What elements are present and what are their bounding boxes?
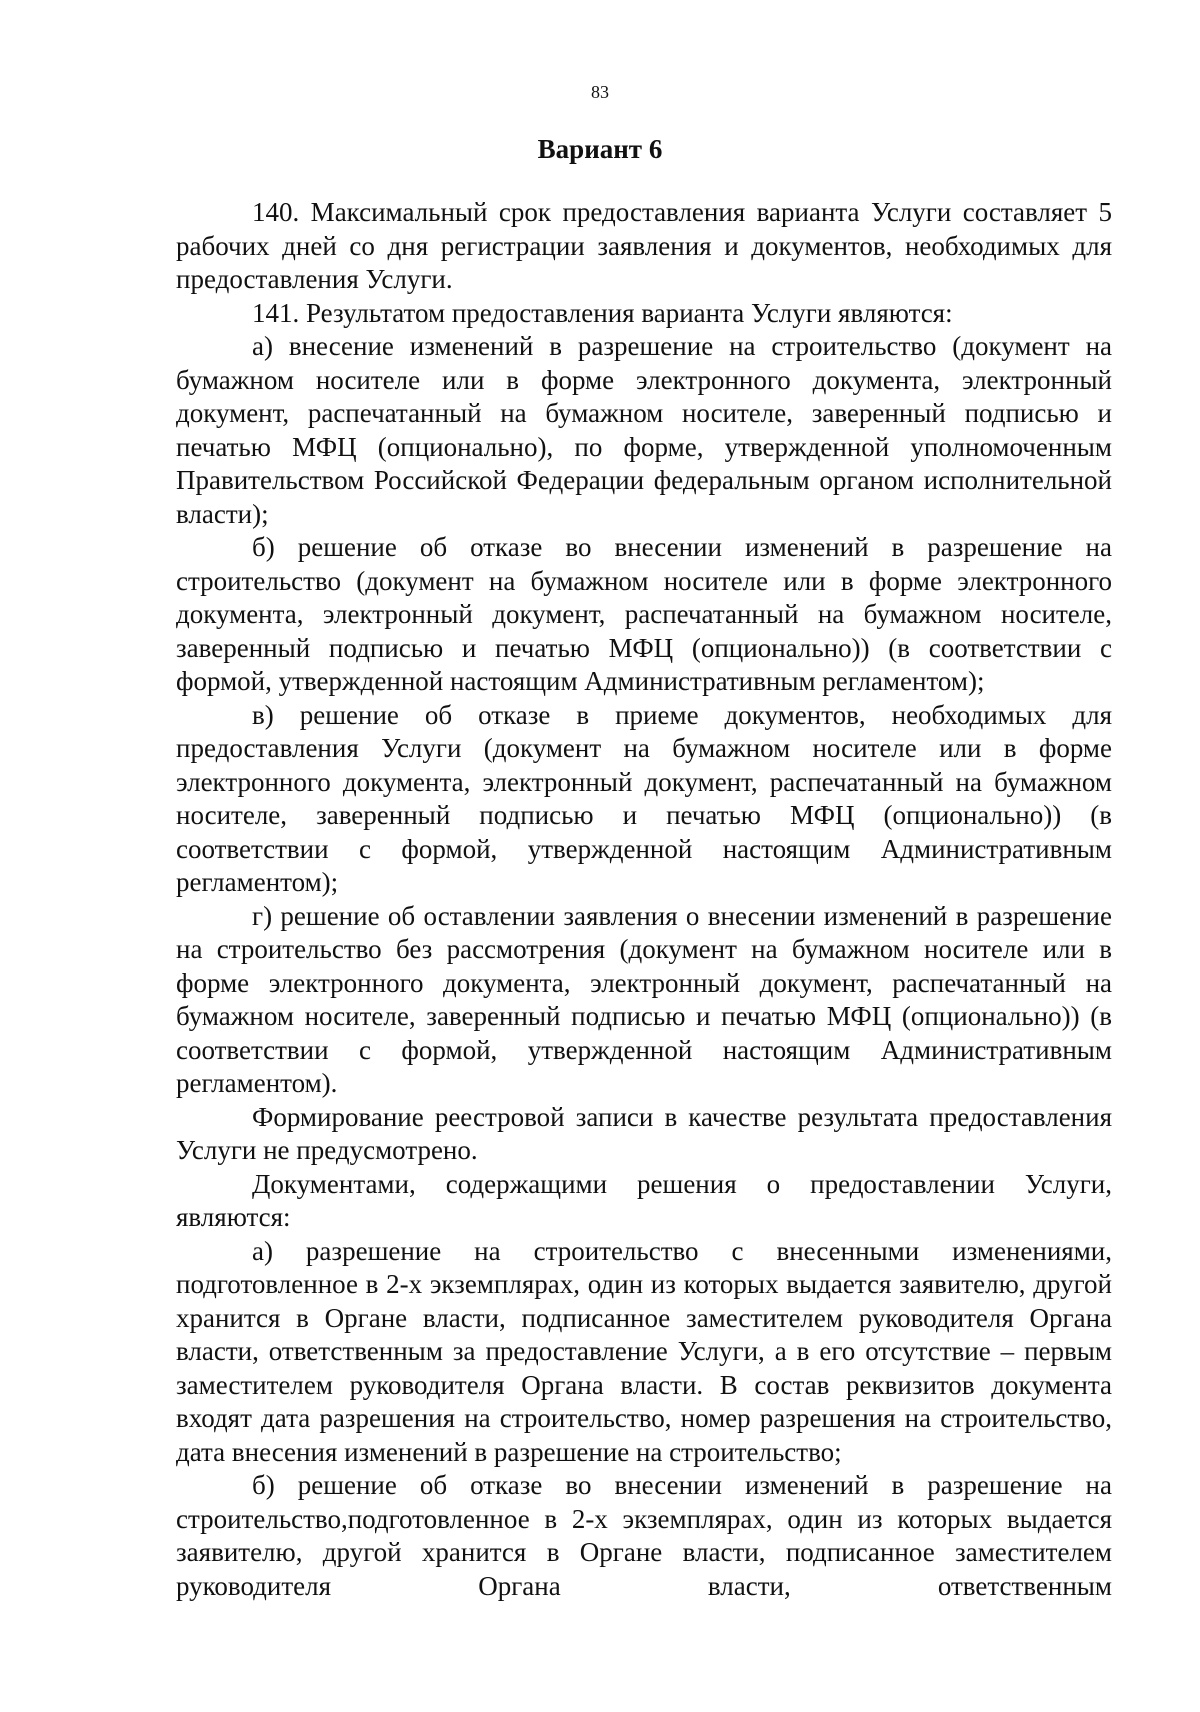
paragraph-140: 140. Максимальный срок предоставления варианта Услуги составляет 5 рабочих дней со дня регистрации заявления и документов, необходимых для предоставления Услуги. xyxy=(176,197,1112,294)
paragraph-documents-b: б) решение об отказе во внесении изменений в разрешение на строительство,подготовленное в 2-х экземплярах, один из которых выдается заявителю, другой хранится в Органе власти, подписанное заместителем руководителя Органа власти, ответственным xyxy=(176,1470,1112,1601)
paragraph-registry-record: Формирование реестровой записи в качестве результата предоставления Услуги не предусмотрено. xyxy=(176,1101,1112,1165)
paragraph-141-v: в) решение об отказе в приеме документов, необходимых для предоставления Услуги (документ на бумажном носителе или в форме электронного документа, электронный документ, распечатанный на бумажном носителе, заверенный подписью и печатью МФЦ (опционально)) (в соответствии с формой, утвержденной настоящим Административным регламентом); xyxy=(176,699,1112,897)
paragraph-141-b: б) решение об отказе во внесении изменений в разрешение на строительство (документ на бумажном носителе или в форме электронного документа, электронный документ, распечатанный на бумажном носителе, заверенный подписью и печатью МФЦ (опционально)) (в соответствии с формой, утвержденной настоящим Административным регламентом); xyxy=(176,532,1112,696)
paragraph-decision-documents: Документами, содержащими решения о предоставлении Услуги, являются: xyxy=(176,1168,1112,1232)
paragraph-141-a: а) внесение изменений в разрешение на строительство (документ на бумажном носителе или в форме электронного документа, электронный документ, распечатанный на бумажном носителе, заверенный подписью и печатью МФЦ (опционально), по форме, утвержденной уполномоченным Правительством Российской Федерации федеральным органом исполнительной власти); xyxy=(176,331,1112,529)
paragraph-141: 141. Результатом предоставления варианта Услуги являются: xyxy=(252,297,953,328)
body-text xyxy=(176,196,1112,1603)
paragraph-documents-a: а) разрешение на строительство с внесенными изменениями, подготовленное в 2-х экземплярах, один из которых выдается заявителю, другой хранится в Органе власти, подписанное заместителем руководителя Органа власти, ответственным за предоставление Услуги, а в его отсутствие – первым заместителем руководителя Органа власти. В состав реквизитов документа входят дата разрешения на строительство, номер разрешения на строительство, дата внесения изменений в разрешение на строительство; xyxy=(176,1235,1112,1467)
section-title: Вариант 6 xyxy=(537,134,663,164)
page-number: 83 xyxy=(591,82,609,102)
paragraph-141-g: г) решение об оставлении заявления о внесении изменений в разрешение на строительство без рассмотрения (документ на бумажном носителе или в форме электронного документа, электронный документ, распечатанный на бумажном носителе, заверенный подписью и печатью МФЦ (опционально)) (в соответствии с формой, утвержденной настоящим Административным регламентом). xyxy=(176,900,1112,1098)
